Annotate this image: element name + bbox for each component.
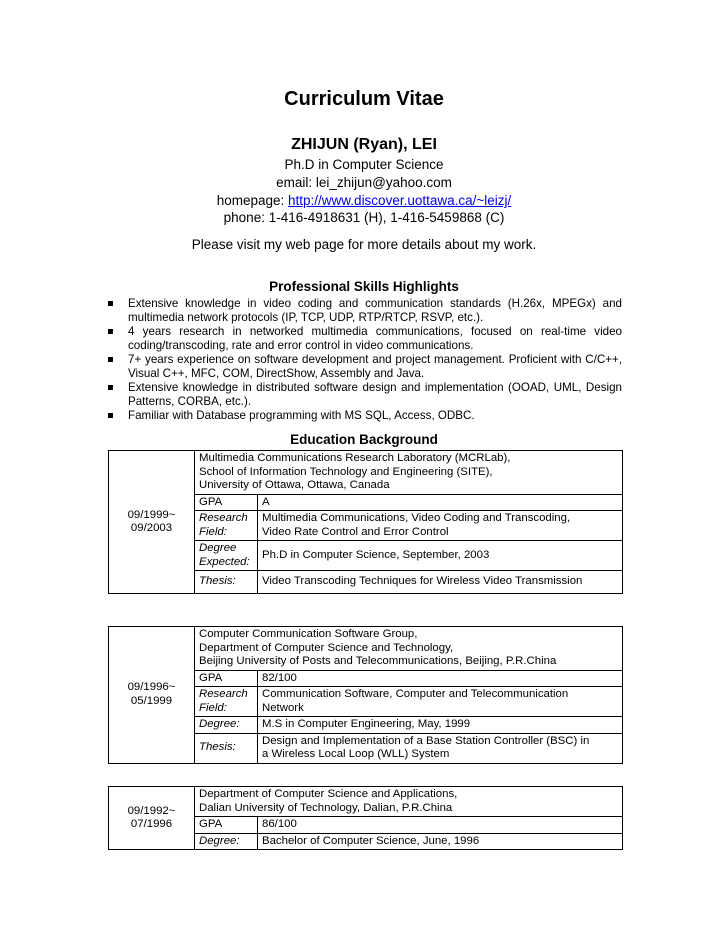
thesis-line: Design and Implementation of a Base Station Controller (BSC) in: [262, 734, 590, 747]
institution-cell: [195, 627, 623, 671]
date-cell: [109, 627, 195, 764]
education-heading: Education Background: [290, 432, 438, 447]
bullet-icon: [108, 413, 113, 418]
date-start: 09/1996~: [127, 681, 176, 694]
document-title: Curriculum Vitae: [284, 88, 444, 110]
gpa-label: GPA: [195, 494, 258, 511]
skill-text: Familiar with Database programming with MS SQL, Access, ODBC.: [128, 409, 475, 422]
degree-label-line: Expected:: [199, 555, 250, 568]
degree-value: M.S in Computer Engineering, May, 1999: [258, 717, 623, 734]
date-cell: [109, 787, 195, 850]
degree-value: Ph.D in Computer Science, September, 2003: [258, 541, 623, 571]
bullet-icon: [108, 301, 113, 306]
date-end: 05/1999: [130, 694, 173, 707]
education-table-ottawa: [108, 450, 623, 594]
table-row: [109, 787, 623, 817]
thesis-value: [258, 733, 623, 763]
homepage-label: homepage:: [216, 193, 289, 208]
degree-label: [195, 541, 258, 571]
skills-list: [108, 297, 622, 423]
gpa-label: GPA: [195, 817, 258, 834]
research-label-line: Research: [199, 512, 248, 524]
institution-line: Beijing University of Posts and Telecommunications, Beijing, P.R.China: [199, 655, 557, 667]
institution-cell: [195, 451, 623, 495]
degree-line: Ph.D in Computer Science: [284, 157, 444, 172]
date-end: 07/1996: [130, 818, 173, 830]
visit-note: Please visit my web page for more details about my work.: [191, 237, 537, 252]
research-label-line: Research: [199, 688, 248, 700]
bullet-icon: [108, 357, 113, 362]
research-label-line: Field:: [199, 701, 227, 714]
skill-item: [108, 409, 622, 423]
table-row: [109, 451, 623, 495]
research-label-line: Field:: [199, 525, 227, 538]
date-cell: [109, 451, 195, 594]
institution-line: Dalian University of Technology, Dalian, P.R.China: [199, 801, 453, 814]
degree-label: Degree:: [195, 833, 258, 850]
skill-text: 4 years research in networked multimedia communications, focused on real-time video coding/transcoding, rate and error control in video communications.: [128, 325, 622, 352]
research-label: [195, 511, 258, 541]
institution-line: Computer Communication Software Group,: [199, 628, 418, 640]
skill-text: Extensive knowledge in video coding and communication standards (H.26x, MPEGx) and multimedia network protocols (IP, TCP, UDP, RTP/RTCP, RSVP, etc.).: [128, 297, 622, 324]
research-value: [258, 687, 623, 717]
degree-label-line: Degree: [199, 542, 237, 554]
research-line: Video Rate Control and Error Control: [262, 525, 449, 538]
date-end: 09/2003: [130, 522, 173, 534]
institution-line: University of Ottawa, Ottawa, Canada: [199, 479, 390, 491]
skill-text: Extensive knowledge in distributed software design and implementation (OOAD, UML, Design Patterns, CORBA, etc.).: [128, 381, 622, 408]
institution-line: School of Information Technology and Engineering (SITE),: [199, 465, 493, 478]
person-name: ZHIJUN (Ryan), LEI: [291, 136, 437, 153]
degree-label: Degree:: [195, 717, 258, 734]
education-table-dalian: [108, 786, 623, 850]
education-table-beijing: [108, 626, 623, 764]
bullet-icon: [108, 385, 113, 390]
bullet-icon: [108, 329, 113, 334]
gpa-value: 82/100: [258, 670, 623, 687]
homepage-link[interactable]: http://www.discover.uottawa.ca/~leizj/: [288, 193, 512, 208]
phone-line: phone: 1-416-4918631 (H), 1-416-5459868 (C): [223, 210, 505, 225]
institution-line: Multimedia Communications Research Laboratory (MCRLab),: [199, 452, 511, 464]
degree-value: Bachelor of Computer Science, June, 1996: [258, 833, 623, 850]
skill-text: 7+ years experience on software development and project management. Proficient with C/C++, Visual C++, MFC, COM, DirectShow, Assembly and Java.: [128, 353, 622, 380]
skill-item: [108, 381, 622, 409]
date-start: 09/1999~: [127, 508, 176, 521]
institution-line: Department of Computer Science and Applications,: [199, 788, 458, 800]
gpa-value: 86/100: [258, 817, 623, 834]
skills-heading: Professional Skills Highlights: [269, 279, 459, 294]
thesis-line: a Wireless Local Loop (WLL) System: [262, 748, 450, 760]
institution-line: Department of Computer Science and Technology,: [199, 641, 454, 654]
thesis-value: Video Transcoding Techniques for Wireless Video Transmission: [258, 571, 623, 594]
skill-item: [108, 353, 622, 381]
email-line: email: lei_zhijun@yahoo.com: [276, 175, 452, 190]
gpa-label: GPA: [195, 670, 258, 687]
date-start: 09/1992~: [127, 804, 176, 817]
skill-item: [108, 325, 622, 353]
research-line: Communication Software, Computer and Telecommunication: [262, 688, 569, 700]
research-line: Multimedia Communications, Video Coding and Transcoding,: [262, 512, 571, 524]
gpa-value: A: [258, 494, 623, 511]
thesis-label: Thesis:: [195, 571, 258, 594]
table-row: [109, 627, 623, 671]
thesis-label: Thesis:: [195, 733, 258, 763]
skill-item: [108, 297, 622, 325]
institution-cell: [195, 787, 623, 817]
research-value: [258, 511, 623, 541]
homepage-line: [0, 193, 728, 208]
research-line: Network: [262, 701, 304, 714]
research-label: [195, 687, 258, 717]
